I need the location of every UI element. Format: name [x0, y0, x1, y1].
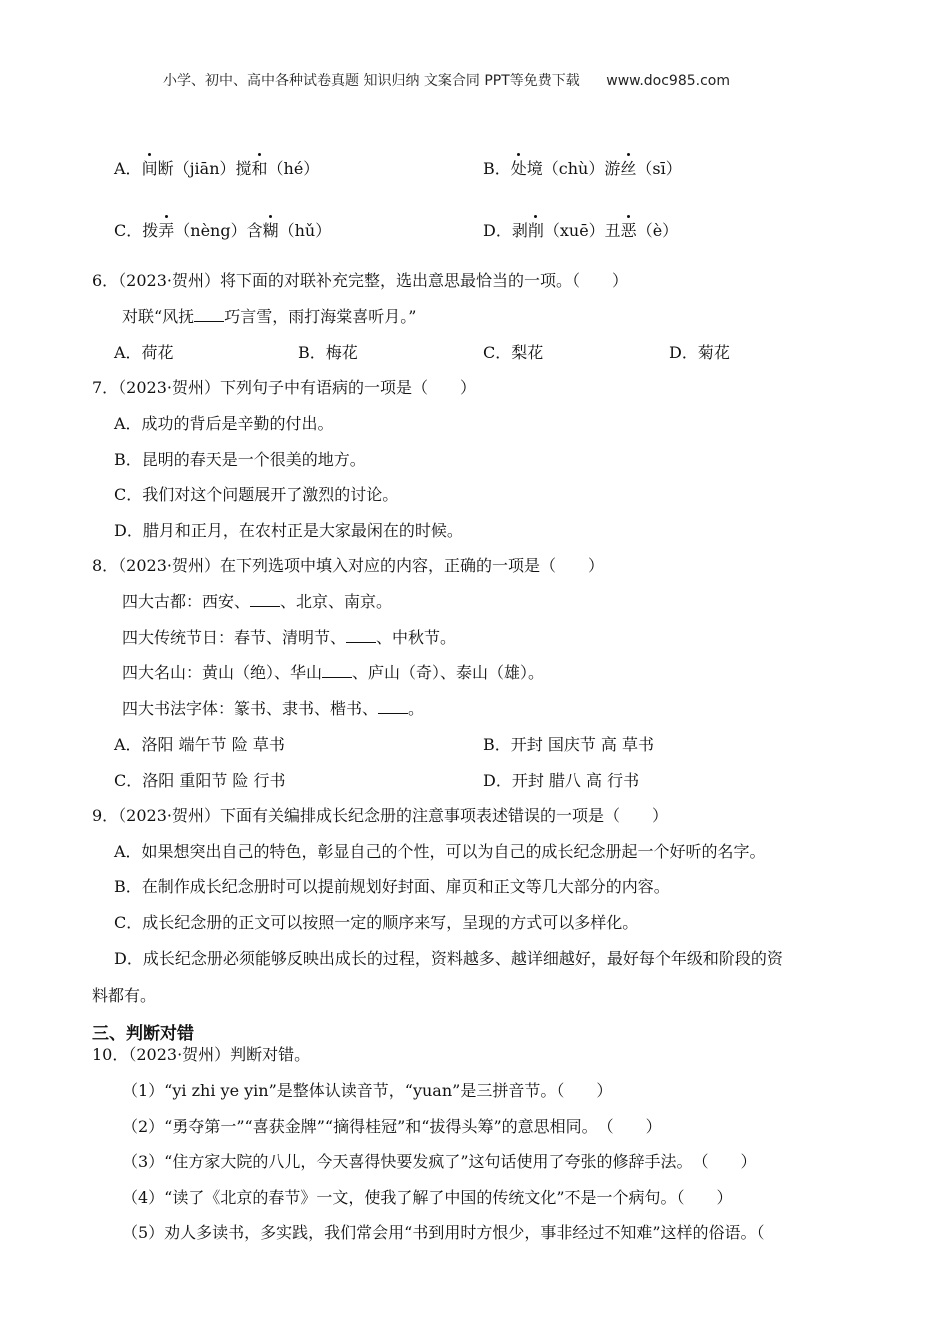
emphasis-char: 削: [527, 221, 544, 240]
q9-option-c: C．成长纪念册的正文可以按照一定的顺序来写，呈现的方式可以多样化。: [114, 913, 639, 932]
section-title: 三、判断对错: [92, 1024, 194, 1044]
q8-stem: 8．（2023·贺州）在下列选项中填入对应的内容，正确的一项是（ ）: [92, 556, 604, 575]
emphasis-char: 弄: [158, 221, 175, 240]
q10-item-2: （2）“勇夺第一”“喜获金牌”“摘得桂冠”和“拔得头筹”的意思相同。 （ ）: [122, 1117, 662, 1136]
q9-option-d-continued: 料都有。: [92, 986, 157, 1005]
q8-option-c: C．洛阳 重阳节 险 行书: [114, 771, 286, 790]
emphasis-char: 间: [141, 159, 158, 178]
q5-option-b: B．处境（chù）游丝（sī）: [483, 159, 682, 178]
q7-option-d: D．腊月和正月，在农村正是大家最闲在的时候。: [114, 521, 463, 540]
page-header: [163, 70, 730, 90]
q5-option-a: A．间断（jiān）搅和（hé）: [114, 159, 320, 178]
q6-couplet: 对联“风抚 巧言雪，雨打海棠喜听月。”: [122, 307, 417, 326]
q10-item-1: （1）“yi zhi ye yin”是整体认读音节，“yuan”是三拼音节。（ ）: [122, 1081, 613, 1100]
q9-option-a: A．如果想突出自己的特色，彰显自己的个性，可以为自己的成长纪念册起一个好听的名字。: [114, 842, 766, 861]
fill-blank: [322, 663, 352, 678]
q10-item-5: （5）劝人多读书，多实践，我们常会用“书到用时方恨少，事非经过不知难”这样的俗语。（: [122, 1223, 765, 1242]
emphasis-char: 处: [510, 159, 527, 178]
q8-option-d: D．开封 腊八 高 行书: [483, 771, 640, 790]
fill-blank: [346, 628, 376, 643]
q10-stem: 10．（2023·贺州）判断对错。: [92, 1045, 311, 1064]
q9-stem: 9．（2023·贺州）下面有关编排成长纪念册的注意事项表述错误的一项是（ ）: [92, 806, 668, 825]
q8-line-capitals: 四大古都：西安、 、北京、南京。: [122, 592, 393, 611]
emphasis-char: 丝: [620, 159, 637, 178]
q9-option-d: D．成长纪念册必须能够反映出成长的过程，资料越多、越详细越好，最好每个年级和阶段的资: [114, 949, 783, 968]
emphasis-char: 糊: [262, 221, 279, 240]
q5-option-d: D．剥削（xuē）丑恶（è）: [483, 221, 679, 240]
q8-option-a: A．洛阳 端午节 险 草书: [114, 735, 285, 754]
q10-item-4: （4）“读了《北京的春节》一文，使我了解了中国的传统文化”不是一个病句。（ ）: [122, 1188, 733, 1207]
q7-option-a: A．成功的背后是辛勤的付出。: [114, 414, 334, 433]
q6-option-c: C．梨花: [483, 343, 544, 362]
q8-option-b: B．开封 国庆节 高 草书: [483, 735, 655, 754]
q9-option-b: B．在制作成长纪念册时可以提前规划好封面、扉页和正文等几大部分的内容。: [114, 877, 670, 896]
fill-blank: [250, 592, 280, 607]
q6-option-b: B．梅花: [298, 343, 358, 362]
q8-line-mountains: 四大名山：黄山（绝）、华山 、庐山（奇）、泰山（雄）。: [122, 663, 545, 682]
fill-blank: [378, 699, 408, 714]
q8-line-calligraphy: 四大书法字体：篆书、隶书、楷书、 。: [122, 699, 425, 718]
header-url: www.doc985.com: [606, 73, 730, 89]
header-text: 小学、初中、高中各种试卷真题 知识归纳 文案合同 PPT等免费下载: [163, 73, 580, 89]
q7-option-b: B．昆明的春天是一个很美的地方。: [114, 450, 366, 469]
q6-stem: 6．（2023·贺州）将下面的对联补充完整，选出意思最恰当的一项。（ ）: [92, 271, 628, 290]
q7-option-c: C．我们对这个问题展开了激烈的讨论。: [114, 485, 399, 504]
emphasis-char: 和: [251, 159, 268, 178]
q7-stem: 7．（2023·贺州）下列句子中有语病的一项是（ ）: [92, 378, 476, 397]
fill-blank: [194, 307, 224, 322]
q6-option-d: D．菊花: [669, 343, 730, 362]
q8-line-festivals: 四大传统节日：春节、清明节、 、中秋节。: [122, 628, 457, 647]
q5-option-c: C．拨弄（nèng）含糊（hǔ）: [114, 221, 332, 240]
q6-option-a: A．荷花: [114, 343, 174, 362]
emphasis-char: 恶: [620, 221, 637, 240]
q10-item-3: （3）“住方家大院的八儿，今天喜得快要发疯了”这句话使用了夸张的修辞手法。 （ ）: [122, 1152, 757, 1171]
